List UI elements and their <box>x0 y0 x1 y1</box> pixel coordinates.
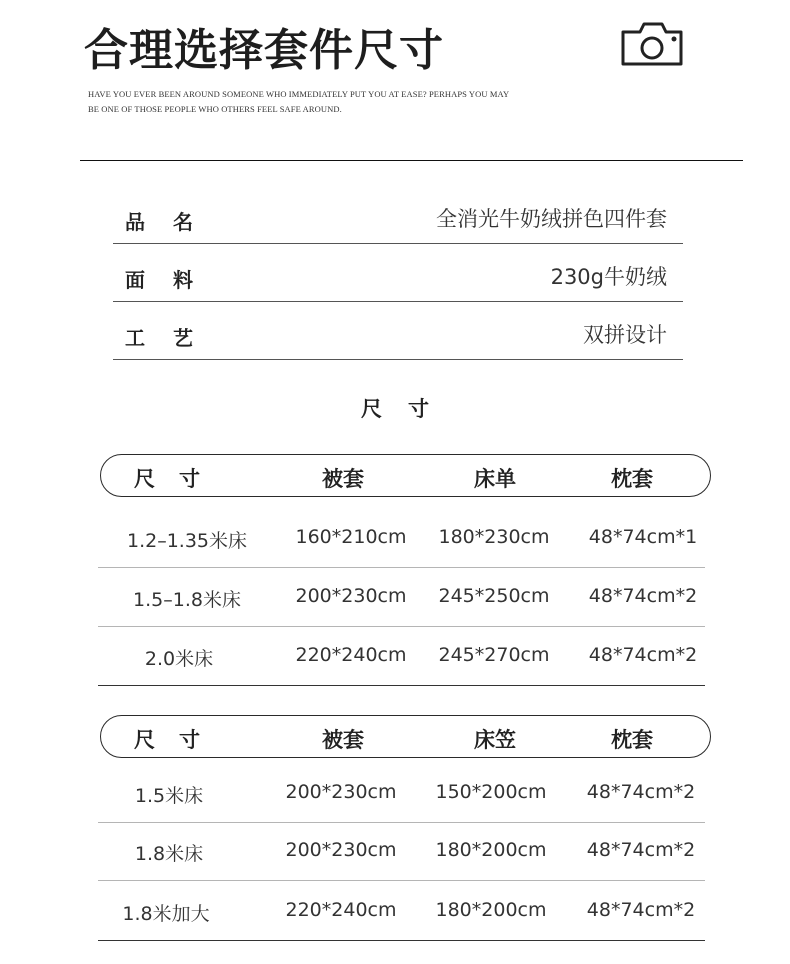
cell-sheet: 245*250cm <box>438 585 550 607</box>
header-duvet-cover: 被套 <box>322 728 364 752</box>
page-title: 合理选择套件尺寸 <box>84 25 444 76</box>
cell-size: 1.8米床 <box>134 843 204 865</box>
cell-size: 1.5–1.8米床 <box>133 589 241 611</box>
cell-duvet: 220*240cm <box>295 644 407 666</box>
info-value: 全消光牛奶绒拼色四件套 <box>436 207 667 231</box>
cell-duvet: 200*230cm <box>295 585 407 607</box>
header-bed-sheet: 床单 <box>474 467 516 491</box>
info-row-craft <box>113 303 683 360</box>
cell-fitted: 180*200cm <box>435 899 547 921</box>
cell-size: 2.0米床 <box>144 648 214 670</box>
subtitle-line-1: HAVE YOU EVER BEEN AROUND SOMEONE WHO IMMEDIATELY PUT YOU AT EASE? PERHAPS YOU MAY <box>88 89 510 99</box>
table-row <box>98 882 705 941</box>
cell-duvet: 200*230cm <box>285 839 397 861</box>
cell-pillow: 48*74cm*1 <box>588 526 698 548</box>
cell-duvet: 200*230cm <box>285 781 397 803</box>
camera-icon <box>620 20 684 68</box>
cell-fitted: 150*200cm <box>435 781 547 803</box>
cell-pillow: 48*74cm*2 <box>586 899 696 921</box>
info-label: 面 料 <box>125 268 193 292</box>
cell-fitted: 180*200cm <box>435 839 547 861</box>
cell-sheet: 245*270cm <box>438 644 550 666</box>
cell-size: 1.8米加大 <box>122 903 210 925</box>
subtitle-line-2: BE ONE OF THOSE PEOPLE WHO OTHERS FEEL SAFE AROUND. <box>88 104 342 114</box>
header-duvet-cover: 被套 <box>322 467 364 491</box>
table2-header <box>100 715 711 758</box>
cell-duvet: 220*240cm <box>285 899 397 921</box>
cell-pillow: 48*74cm*2 <box>588 644 698 666</box>
cell-pillow: 48*74cm*2 <box>588 585 698 607</box>
info-row-name <box>113 187 683 244</box>
table-row <box>98 568 705 627</box>
info-label: 品 名 <box>125 210 193 234</box>
header-size: 尺 寸 <box>134 467 200 491</box>
cell-pillow: 48*74cm*2 <box>586 839 696 861</box>
info-row-material <box>113 245 683 302</box>
cell-size: 1.2–1.35米床 <box>126 530 248 552</box>
cell-duvet: 160*210cm <box>295 526 407 548</box>
header-pillowcase: 枕套 <box>611 728 653 752</box>
info-value: 双拼设计 <box>583 323 667 347</box>
table1-header <box>100 454 711 497</box>
header-size: 尺 寸 <box>134 728 200 752</box>
table-row <box>98 627 705 686</box>
table-row <box>98 764 705 823</box>
table-row <box>98 822 705 881</box>
size-section-title: 尺 寸 <box>361 397 429 421</box>
table-row <box>98 509 705 568</box>
header-fitted-sheet: 床笠 <box>474 728 516 752</box>
cell-sheet: 180*230cm <box>438 526 550 548</box>
cell-size: 1.5米床 <box>134 785 204 807</box>
header-divider <box>80 160 743 161</box>
info-value: 230g牛奶绒 <box>550 265 667 289</box>
info-label: 工 艺 <box>125 326 193 350</box>
cell-pillow: 48*74cm*2 <box>586 781 696 803</box>
header-pillowcase: 枕套 <box>611 467 653 491</box>
